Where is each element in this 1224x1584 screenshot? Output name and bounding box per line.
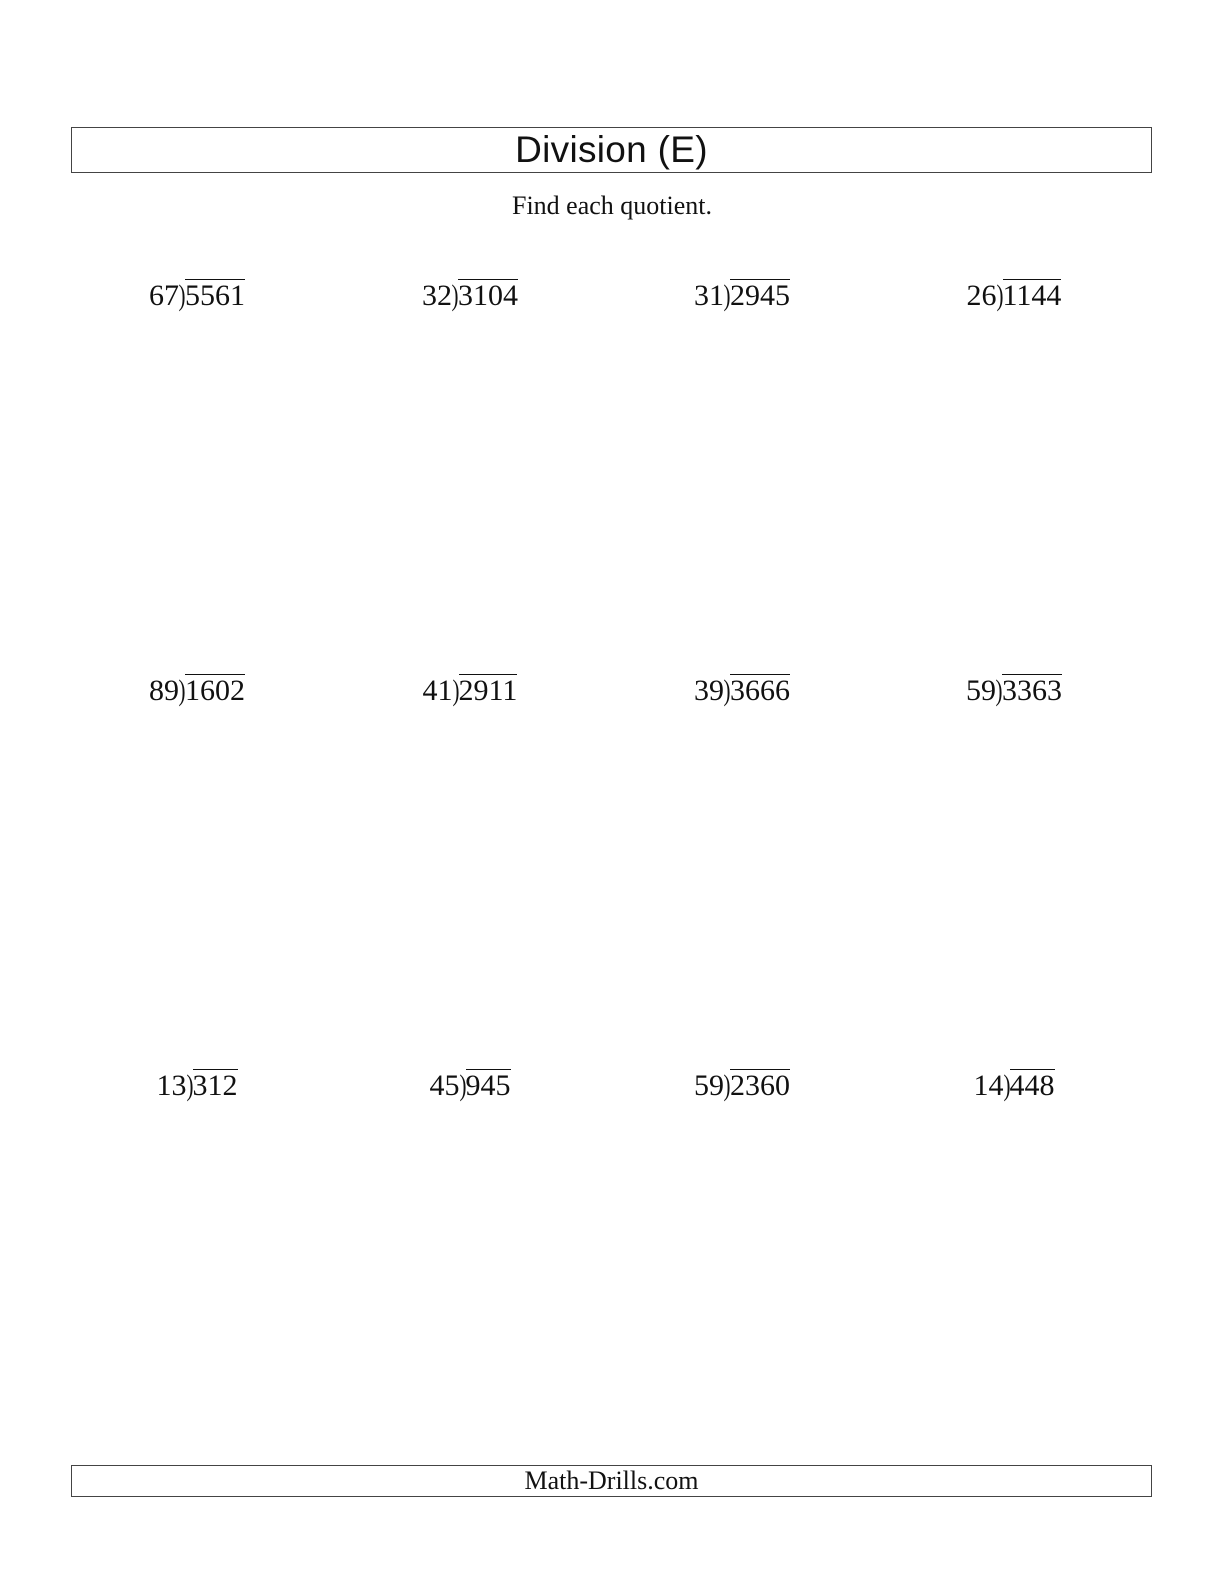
division-problem bbox=[97, 1069, 297, 1103]
division-problem bbox=[97, 279, 297, 313]
long-division-bracket: ) bbox=[723, 1069, 731, 1102]
division-problem bbox=[642, 1069, 842, 1103]
dividend: 2360 bbox=[730, 1069, 790, 1102]
dividend: 3363 bbox=[1002, 674, 1062, 707]
dividend: 2911 bbox=[458, 674, 518, 707]
division-problem bbox=[914, 1069, 1114, 1103]
dividend: 3104 bbox=[458, 279, 518, 312]
dividend: 3666 bbox=[730, 674, 790, 707]
division-problem bbox=[97, 674, 297, 708]
dividend: 312 bbox=[192, 1069, 238, 1102]
long-division-bracket: ) bbox=[178, 674, 186, 707]
dividend: 1144 bbox=[1002, 279, 1062, 312]
footer-site-name: Math-Drills.com bbox=[524, 1466, 699, 1495]
long-division-bracket: ) bbox=[186, 1069, 193, 1102]
dividend: 5561 bbox=[185, 279, 245, 312]
divisor: 39 bbox=[694, 674, 724, 707]
long-division-bracket: ) bbox=[178, 279, 186, 312]
long-division-bracket: ) bbox=[451, 279, 459, 312]
page-title: Division (E) bbox=[515, 129, 708, 170]
divisor: 59 bbox=[694, 1069, 724, 1102]
dividend: 2945 bbox=[730, 279, 790, 312]
divisor: 41 bbox=[422, 674, 453, 707]
footer-box bbox=[71, 1465, 1152, 1497]
long-division-bracket: ) bbox=[723, 674, 731, 707]
divisor: 32 bbox=[422, 279, 452, 312]
divisor: 67 bbox=[149, 279, 179, 312]
division-problem bbox=[642, 674, 842, 708]
instructions: Find each quotient. bbox=[511, 191, 712, 220]
division-problem bbox=[914, 279, 1114, 313]
dividend: 945 bbox=[465, 1069, 511, 1102]
divisor: 31 bbox=[694, 279, 724, 312]
divisor: 14 bbox=[973, 1069, 1004, 1102]
long-division-bracket: ) bbox=[452, 674, 460, 707]
divisor: 59 bbox=[966, 674, 996, 707]
long-division-bracket: ) bbox=[1003, 1069, 1010, 1102]
long-division-bracket: ) bbox=[723, 279, 731, 312]
divisor: 13 bbox=[156, 1069, 187, 1102]
division-problem bbox=[370, 1069, 570, 1103]
divisor: 26 bbox=[966, 279, 997, 312]
long-division-bracket: ) bbox=[996, 279, 1004, 312]
division-problem bbox=[370, 674, 570, 708]
long-division-bracket: ) bbox=[459, 1069, 466, 1102]
divisor: 89 bbox=[149, 674, 179, 707]
division-problem bbox=[914, 674, 1114, 708]
divisor: 45 bbox=[429, 1069, 460, 1102]
division-problem bbox=[370, 279, 570, 313]
title-box bbox=[71, 127, 1152, 173]
dividend: 448 bbox=[1009, 1069, 1055, 1102]
dividend: 1602 bbox=[185, 674, 245, 707]
division-problem bbox=[642, 279, 842, 313]
long-division-bracket: ) bbox=[995, 674, 1003, 707]
